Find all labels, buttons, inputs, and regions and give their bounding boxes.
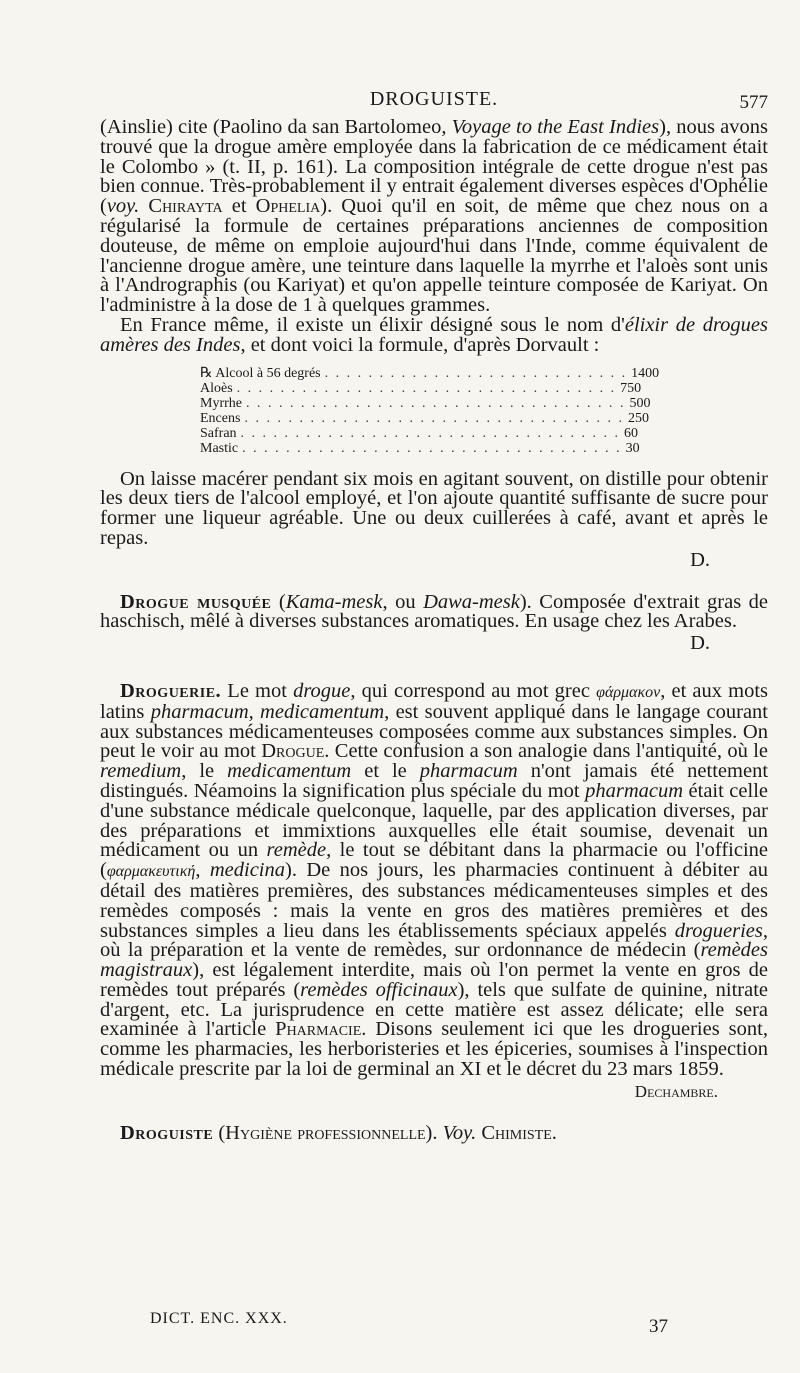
entry-headword: Drogue musquée [120,590,272,613]
page-footer [150,1310,668,1337]
author-signature: D. [690,548,710,571]
author-signature: Dechambre. [634,1081,718,1101]
paragraph-elixir: En France même, il existe un élixir désigné sous le nom d'élixir de drogues amères des Indes, et dont voici la formule, d'après Dorvault : [100,313,768,356]
entry-drogue-musquee: Drogue musquée (Kama-mesk, ou Dawa-mesk). Composée d'extrait gras de haschisch, mêlé à diverses substances aromatiques. En usage chez les Arabes. [100,590,769,633]
formula-row: ℞ Alcool à 56 degrés . . . . . . . . . . . . . . . . . . . . . . . . . . . . 1400 [200,365,660,381]
author-signature: D. [690,632,710,655]
formula-row: Mastic . . . . . . . . . . . . . . . . . . . . . . . . . . . . . . . . . . . 30 [200,440,640,456]
entry-headword: Droguerie. [120,679,222,702]
entry-droguerie: Droguerie. Le mot drogue, qui correspond au mot grec φάρμακον, et aux mots latins pharmacum, medicamentum, est souvent appliqué dans le langage courant aux substances médicamenteuses composées comme aux substances simples. On peut le voir au mot Drogue. Cette confusion a son analogie dans l'antiquité, où le remedium, le medicamentum et le pharmacum n'ont jamais été nettement distingués. Néamoins la signification plus spéciale du mot pharmacum était celle d'une substance médicale quelconque, laquelle, par des application diverses, par des préparations et immixtions auxquelles elle était soumise, devenait un médicament ou un remède, le tout se débitant dans la pharmacie ou l'officine (φαρμακευτική, medicina). De nos jours, les pharmacies continuent à débiter au détail des matières premières, des substances médicamenteuses simples et des remèdes composés : mais la vente en gros des matières premières et des substances simples a lieu dans les établissements spéciaux appelés drogueries, où la préparation et la vente de remèdes, sur ordonnance de médecin (remèdes magistraux), est légalement interdite, mais où l'on permet la vente en gros de remèdes tout préparés (remèdes officinaux), tels que sulfate de quinine, nitrate d'argent, etc. La jurisprudence en cette matière est assez délicate; elle sera examinée à l'article Pharmacie. Disons seulement ici que les drogueries sont, comme les pharmacies, les herboristeries et les épiceries, soumises à l'inspection médicale prescrite par la loi de germinal an XI et le décret du 23 mars 1859. [100,679,769,1081]
page-number: 577 [739,92,768,113]
formula-table [200,365,660,456]
paragraph-preparation: On laisse macérer pendant six mois en agitant souvent, on distille pour obtenir les deux tiers de l'alcool employé, et l'on ajoute quantité suffisante de sucre pour former une liqueur agréable. Une ou deux cuillerées à café, avant et après le repas. [100,467,768,549]
formula-row: Aloès . . . . . . . . . . . . . . . . . . . . . . . . . . . . . . . . . . . 750 [200,380,642,396]
formula-row: Encens . . . . . . . . . . . . . . . . . . . . . . . . . . . . . . . . . . . 250 [200,410,649,426]
paragraph-colombo: (Ainslie) cite (Paolino da san Bartolomeo, Voyage to the East Indies), nous avons trouvé que la drogue amère employée dans la fabrication de ce médicament était le Colombo » (t. II, p. 161). La composition intégrale de cette drogue n'est pas bien connue. Très-probablement il y entrait également diverses espèces d'Ophélie (voy. Chirayta et Ophelia). Quoi qu'il en soit, de même que chez nous on a régularisé la formule de certaines préparations anciennes de composition douteuse, de même on emploie aujourd'hui dans l'Inde, comme équivalent de l'ancienne drogue amère, une teinture dans laquelle la myrrhe et l'aloès sont unis à l'Andrographis (ou Kariyat) et qu'on appelle teinture composée de Kariyat. On l'administre à la dose de 1 à quelques grammes. [100,116,769,317]
dictionary-signature-mark: DICT. ENC. XXX. [150,1310,288,1327]
page-header [100,88,768,118]
entry-headword: Droguiste [120,1121,214,1144]
running-head: DROGUISTE. [369,88,499,110]
page-body [100,118,768,1143]
formula-row: Safran . . . . . . . . . . . . . . . . . . . . . . . . . . . . . . . . . . . 60 [200,425,639,441]
entry-droguiste: Droguiste (Hygiène professionnelle). Voy. Chimiste. [120,1121,557,1144]
sheet-number: 37 [649,1316,668,1337]
formula-row: Myrrhe . . . . . . . . . . . . . . . . . . . . . . . . . . . . . . . . . . . 500 [200,395,651,411]
